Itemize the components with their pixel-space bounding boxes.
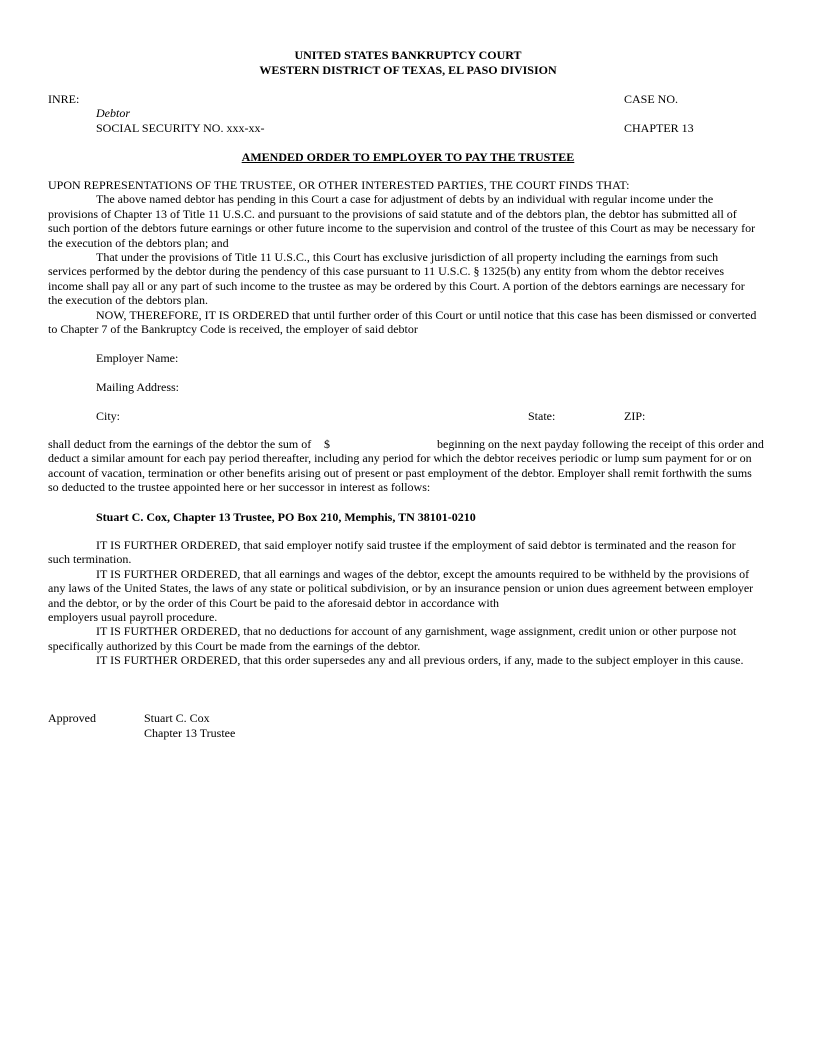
case-no-label: CASE NO.: [624, 92, 679, 106]
signatory-name: Stuart C. Cox: [144, 711, 210, 725]
findings-line: The above named debtor has pending in this Court a case for adjustment of debts by an individual with regular income under the: [96, 192, 714, 207]
further-line: and the debtor, or by the order of this Court be paid to the aforesaid debtor in accordance with: [48, 595, 500, 610]
chapter-label: CHAPTER 13: [624, 121, 694, 135]
currency-symbol: $: [324, 437, 330, 451]
city-label: City:: [96, 409, 121, 423]
further-line: IT IS FURTHER ORDERED, that said employer notify said trustee if the employment of said debtor is terminated and the reason for: [96, 538, 736, 552]
court-district: WESTERN DISTRICT OF TEXAS, EL PASO DIVISION: [259, 63, 557, 77]
ssn-label: SOCIAL SECURITY NO. xxx-xx-: [96, 121, 265, 135]
court-name: UNITED STATES BANKRUPTCY COURT: [294, 48, 522, 62]
findings-line: to Chapter 7 of the Bankruptcy Code is received, the employer of said debtor: [48, 321, 418, 336]
findings-line: NOW, THEREFORE, IT IS ORDERED that until further order of this Court or until notice that this case has been dismissed or converted: [96, 307, 757, 322]
findings-line: That under the provisions of Title 11 U.S.C., this Court has exclusive jurisdiction of all property including the earnings from such: [96, 249, 719, 264]
further-line: IT IS FURTHER ORDERED, that all earnings and wages of the debtor, except the amounts required to be withheld by the provisions of: [96, 566, 750, 581]
further-line: any laws of the United States, the laws of any state or political subdivision, or by an insurance pension or union dues agreement between employer: [48, 581, 754, 596]
findings-line: the execution of the debtors plan.: [48, 293, 208, 308]
signatory-title: Chapter 13 Trustee: [144, 726, 236, 740]
further-line: specifically authorized by this Court be made from the earnings of the debtor.: [48, 638, 421, 653]
mailing-address-label: Mailing Address:: [96, 380, 179, 394]
findings-line: the execution of the debtors plan; and: [48, 235, 229, 250]
state-label: State:: [528, 409, 556, 423]
further-line: IT IS FURTHER ORDERED, that this order supersedes any and all previous orders, if any, made to the subject employer in this cause.: [96, 653, 744, 668]
further-line: such termination.: [48, 552, 132, 567]
deduct-section: [48, 451, 778, 494]
employer-name-label: Employer Name:: [96, 351, 179, 365]
approved-label: Approved: [48, 711, 96, 725]
in-re-label: INRE:: [48, 92, 80, 106]
further-line: IT IS FURTHER ORDERED, that no deductions for account of any garnishment, wage assignment, credit union or other purpose not: [96, 624, 737, 639]
further-orders-section: [48, 538, 778, 668]
findings-line: services performed by the debtor during the pendency of this case pursuant to 11 U.S.C. § 1325(b) any entity from whom the debtor receives: [48, 264, 725, 279]
findings-line: UPON REPRESENTATIONS OF THE TRUSTEE, OR OTHER INTERESTED PARTIES, THE COURT FINDS THAT:: [48, 178, 630, 192]
findings-line: such portion of the debtors future earnings or other future income to the supervision and control of the trustee of this Court as may be necessary for: [48, 221, 756, 236]
order-title: AMENDED ORDER TO EMPLOYER TO PAY THE TRUSTEE: [241, 150, 575, 164]
further-line: employers usual payroll procedure.: [48, 609, 218, 624]
deduct-text-end: beginning on the next payday following the receipt of this order and: [437, 437, 764, 451]
findings-line: income shall pay all or any part of such income to the trustee as may be ordered by this Court. A portion of the debtors earnings are necessary for: [48, 278, 745, 293]
findings-line: provisions of Chapter 13 of Title 11 U.S.C. and pursuant to the provisions of said statute and of the debtors plan, the debtor has submitted all of: [48, 206, 737, 221]
deduct-text-start: shall deduct from the earnings of the debtor the sum of: [48, 437, 312, 451]
trustee-address: Stuart C. Cox, Chapter 13 Trustee, PO Box 210, Memphis, TN 38101-0210: [96, 510, 476, 524]
debtor-label: Debtor: [96, 106, 130, 120]
deduct-line: deduct a similar amount for each pay period thereafter, including any period for which the debtor receives periodic or lump sum payment for or on: [48, 451, 752, 466]
deduct-line: so deducted to the trustee appointed here or her successor in interest as follows:: [48, 480, 431, 495]
findings-section: [48, 178, 778, 336]
deduct-line: account of vacation, termination or other benefits arising out of present or past employment of the debtor. Employer shall remit forthwith the sums: [48, 465, 752, 480]
zip-label: ZIP:: [624, 409, 646, 423]
